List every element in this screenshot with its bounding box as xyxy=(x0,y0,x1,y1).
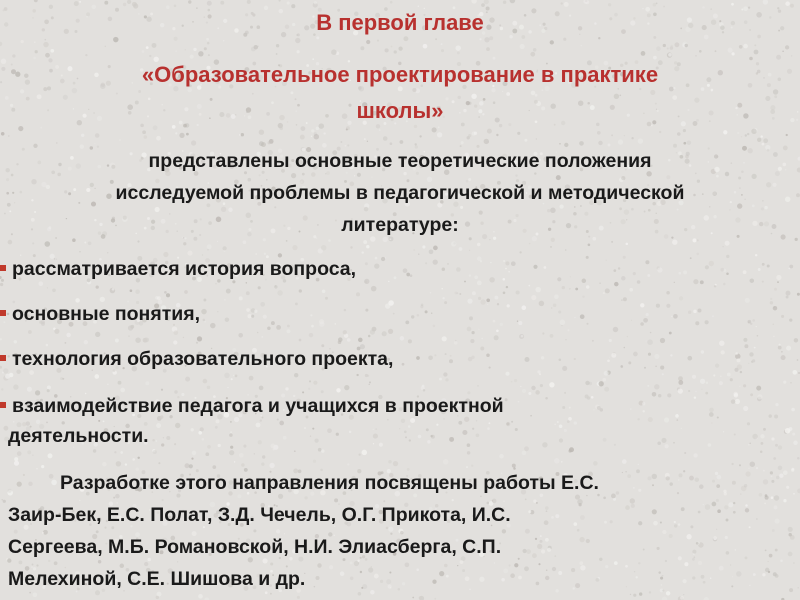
bullet-marker-icon xyxy=(0,402,6,408)
bullet-marker-icon xyxy=(0,265,6,271)
paragraph-line-3: Сергеева, М.Б. Романовской, Н.И. Элиасберга, С.П. xyxy=(8,536,502,558)
paragraph-line-1: Разработке этого направления посвящены работы Е.С. xyxy=(60,472,599,494)
bullet-text: основные понятия, xyxy=(12,303,201,325)
bullet-item-technology xyxy=(0,348,393,371)
heading-line-3: школы» xyxy=(356,98,444,123)
bullet-marker-icon xyxy=(0,355,6,361)
bullet-item-concepts xyxy=(0,303,200,326)
intro-line-2: исследуемой проблемы в педагогической и методической xyxy=(115,182,685,204)
bullet-continuation: деятельности. xyxy=(8,425,149,447)
bullet-item-interaction xyxy=(0,395,504,418)
bullet-text: рассматривается история вопроса, xyxy=(12,258,357,280)
bullet-item-history xyxy=(0,258,356,281)
paragraph-line-2: Заир-Бек, Е.С. Полат, З.Д. Чечель, О.Г. Прикота, И.С. xyxy=(8,504,511,526)
intro-line-1: представлены основные теоретические положения xyxy=(148,150,652,172)
paragraph-line-4: Мелехиной, С.Е. Шишова и др. xyxy=(8,568,306,590)
bullet-text: технология образовательного проекта, xyxy=(12,348,394,370)
bullet-text: взаимодействие педагога и учащихся в проектной xyxy=(12,395,504,417)
bullet-marker-icon xyxy=(0,310,6,316)
heading-line-2: «Образовательное проектирование в практике xyxy=(141,62,659,87)
heading-line-1: В первой главе xyxy=(316,10,484,35)
intro-line-3: литературе: xyxy=(341,214,459,236)
